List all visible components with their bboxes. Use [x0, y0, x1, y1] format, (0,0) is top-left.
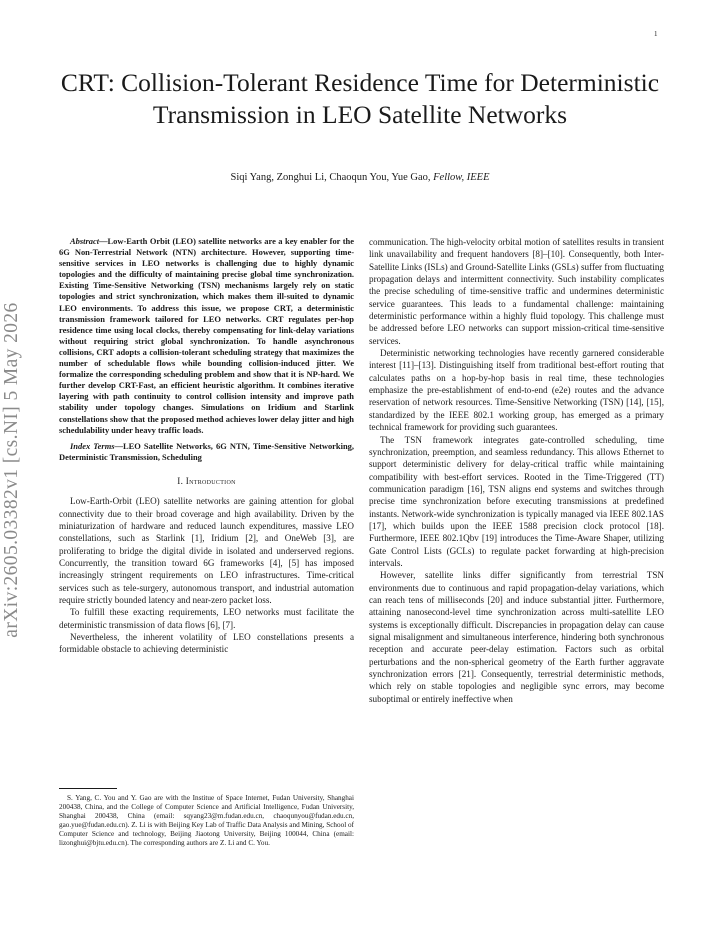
left-column	[59, 236, 354, 656]
body-paragraph: The TSN framework integrates gate-controlled scheduling, time synchronization, preemption, and seamless redundancy. This allows Ethernet to support deterministic delivery for delay-critical traffic while maintaining compatibility with best-effort services. Rooted in the Time-Triggered (TT) communication paradigm [16], TSN aligns end systems and switches through precise time synchronization before executing transmissions at predefined instants. Network-wide synchronization is typically managed via IEEE 802.1AS [17], which builds upon the IEEE 1588 precision clock protocol [18]. Furthermore, IEEE 802.1Qbv [19] introduces the Time-Aware Shaper, utilizing Gate Control Lists (GCLs) to regulate packet forwarding at high-precision intervals.	[369, 434, 664, 568]
body-paragraph: communication. The high-velocity orbital motion of satellites results in transient link unavailability and frequent handovers [8]–[10]. Consequently, both Inter-Satellite Links (ISLs) and Ground-Satellite Links (GSLs) suffer from fluctuating propagation delays and intermittent connectivity. Such instability complicates the precise scheduling of time-sensitive traffic and undermines deterministic service guarantees. This leads to a fundamental challenge: maintaining deterministic performance within a highly fluid topology. This challenge must be addressed before LEO networks can support mission-critical time-sensitive services.	[369, 237, 664, 346]
footnote-text: S. Yang, C. You and Y. Gao are with the Institue of Space Internet, Fudan University, Shanghai 200438, China, and the College of Computer Science and Artificial Intelligence, Fudan University, Shanghai 200438, China (email: sqyang23@m.fudan.edu.cn, chaoqunyou@fudan.edu.cn, gao.yue@fudan.edu.cn). Z. Li is with Beijing Key Lab of Traffic Data Analysis and Mining, School of Computer Science and technology, Beijing Jiaotong University, Beijing 100044, China (email: lizonghui@bjtu.edu.cn). The corresponding authors are Z. Li and C. You.	[59, 794, 354, 847]
author-affiliation-footnote	[59, 794, 354, 847]
section-title: Introduction	[185, 475, 236, 486]
intro-paragraph: To fulfill these exacting requirements, LEO networks must facilitate the deterministic transmission of data flows [6], [7].	[59, 607, 354, 630]
intro-paragraph: Low-Earth-Orbit (LEO) satellite networks are gaining attention for global connectivity due to their broad coverage and high availability. Driven by the miniaturization of hardware and reduced launch expenditures, massive LEO constellations, such as Starlink [1], Iridium [2], and OneWeb [3], are proliferating to bridge the digital divide in isolated and underserved regions. Concurrently, the transition toward 6G frameworks [4], [5] has imposed increasingly stringent requirements on LEO infrastructures. Time-critical services such as tele-surgery, autonomous transport, and industrial automation require strictly bounded latency and near-zero packet loss.	[59, 496, 354, 605]
index-terms	[59, 441, 354, 463]
index-terms-text: —LEO Satellite Networks, 6G NTN, Time-Sensitive Networking, Deterministic Transmission, Scheduling	[59, 440, 354, 462]
author-line	[60, 172, 660, 183]
body-paragraph: However, satellite links differ significantly from terrestrial TSN environments due to continuous and rapid propagation-delay variations, which can reach tens of milliseconds [20] and induce substantial jitter. Furthermore, attaining nanosecond-level time synchronization across multi-satellite LEO systems is exceptionally difficult. Discrepancies in propagation delay can cause signal misalignment and simultaneous interference, hindering both synchronous reception and accurate peer-delay estimation. Factors such as orbital perturbations and the non-spherical geometry of the Earth further aggravate synchronization errors [21]. Consequently, terrestrial deterministic methods, which rely on stable topologies and negligible sync errors, may become suboptimal or entirely ineffective when	[369, 570, 664, 704]
abstract	[59, 236, 354, 436]
footnote-divider	[59, 788, 117, 789]
intro-paragraph: Nevertheless, the inherent volatility of LEO constellations presents a formidable obstacle to achieving deterministic	[59, 632, 354, 655]
arxiv-identifier-text: arXiv:2605.03382v1 [cs.NI] 5 May 2026	[1, 302, 22, 638]
page-number: 1	[654, 30, 658, 38]
right-column	[369, 236, 664, 705]
abstract-label: Abstract	[70, 236, 100, 246]
section-numeral: I.	[177, 475, 186, 486]
body-paragraph: Deterministic networking technologies have recently garnered considerable interest [11]–[13]. Distinguishing itself from traditional best-effort routing that calculates paths on a hop-by-hop basis in real time, these technologies emphasize the pre-establishment of end-to-end (e2e) routes and the advance reservation of network resources. Time-Sensitive Networking (TSN) [14], [15], standardized by the IEEE 802.1 working group, has emerged as a primary technical framework for providing such guarantees.	[369, 348, 664, 433]
abstract-text: —Low-Earth Orbit (LEO) satellite networks are a key enabler for the 6G Non-Terrestrial Network (NTN) architecture. However, supporting time-sensitive services in LEO networks is challenging due to highly dynamic topologies and the difficulty of maintaining precise global time synchronization. Existing Time-Sensitive Networking (TSN) mechanisms largely rely on static topologies and strict synchronization, which makes them ill-suited to dynamic LEO environments. To address this issue, we propose CRT, a deterministic transmission framework tailored for LEO networks. CRT regulates per-hop residence time using local clocks, thereby compensating for link-delay variations without requiring strict global synchronization. To handle asynchronous collisions, CRT adopts a collision-tolerant scheduling strategy that maximizes the number of schedulable flows while bounding collision-induced jitter. We formalize the corresponding scheduling problem and show that it is NP-hard. We further develop CRT-Fast, an efficient heuristic algorithm. It combines iterative layering with path continuity to control collision intensity and improve path stability under topology changes. Simulations on Iridium and Starlink constellations show that the proposed method achieves lower delay jitter and high schedulability under heavy traffic loads.	[59, 236, 354, 435]
section-heading-introduction	[59, 475, 354, 487]
author-names: Siqi Yang, Zonghui Li, Chaoqun You, Yue Gao,	[230, 172, 431, 183]
index-terms-label: Index Terms	[70, 440, 115, 451]
author-fellow-note: Fellow, IEEE	[433, 172, 490, 183]
paper-title: CRT: Collision-Tolerant Residence Time for Deterministic Transmission in LEO Satellite Networks	[60, 68, 660, 129]
